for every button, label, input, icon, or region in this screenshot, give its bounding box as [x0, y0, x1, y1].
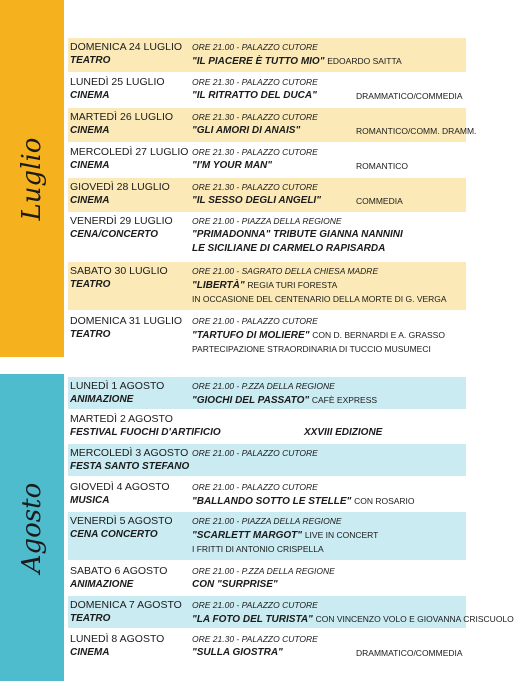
- event-venue: ORE 21.00 - PIAZZA DELLA REGIONE: [192, 516, 342, 526]
- event-col: [70, 279, 110, 291]
- event-col: [70, 613, 110, 625]
- month-label-august: Agosto: [17, 482, 47, 573]
- event-category: CENA/CONCERTO: [70, 229, 158, 240]
- event-date: DOMENICA 31 LUGLIO: [70, 315, 183, 327]
- event-venue: ORE 21.00 - PALAZZO CUTORE: [192, 482, 318, 492]
- event-venue: ORE 21.00 - PALAZZO CUTORE: [192, 316, 318, 326]
- event-col: [192, 647, 283, 659]
- event-col: [70, 55, 110, 67]
- event-row: [68, 108, 477, 142]
- event-col: [70, 599, 182, 612]
- event-col: [70, 76, 165, 89]
- event-col: [192, 146, 318, 159]
- event-col: [70, 215, 173, 228]
- event-title: "GLI AMORI DI ANAIS": [192, 125, 301, 136]
- event-genre: ROMANTICO: [356, 161, 408, 171]
- event-date: GIOVEDÌ 4 AGOSTO: [70, 481, 170, 493]
- event-col: [192, 481, 318, 494]
- event-row: [68, 410, 466, 442]
- event-title: "BALLANDO SOTTO LE STELLE": [192, 496, 352, 507]
- event-venue: ORE 21.00 - PALAZZO CUTORE: [192, 600, 318, 610]
- event-col: [192, 315, 318, 328]
- event-venue: ORE 21.00 - P.ZZA DELLA REGIONE: [192, 381, 335, 391]
- event-col: [70, 195, 109, 207]
- event-venue: ORE 21.00 - PALAZZO CUTORE: [192, 448, 318, 458]
- event-row: [68, 596, 514, 628]
- event-category: FESTA SANTO STEFANO: [70, 461, 190, 472]
- event-category: CINEMA: [70, 125, 110, 136]
- event-col: [192, 599, 318, 612]
- event-row: [68, 212, 466, 260]
- event-col: [192, 76, 318, 89]
- event-more-line: LE SICILIANE DI CARMELO RAPISARDA: [192, 243, 386, 254]
- event-row: [68, 512, 466, 560]
- event-category: FESTIVAL FUOCHI D'ARTIFICIO: [70, 427, 221, 438]
- event-category: CINEMA: [70, 647, 110, 658]
- event-title: XXVIII EDIZIONE: [304, 427, 383, 438]
- event-genre: ROMANTICO/COMM. DRAMM.: [356, 126, 477, 136]
- event-col: [356, 125, 476, 138]
- event-date: VENERDÌ 5 AGOSTO: [70, 515, 173, 527]
- event-col: [356, 160, 408, 173]
- event-col: [304, 427, 382, 439]
- event-col: [192, 111, 318, 124]
- event-venue: ORE 21.30 - PALAZZO CUTORE: [192, 147, 318, 157]
- event-col: [70, 146, 188, 159]
- event-col: [192, 160, 272, 172]
- event-col: [70, 329, 110, 341]
- event-extra: CON VINCENZO VOLO E GIOVANNA CRISCUOLO: [315, 614, 514, 624]
- event-row: [68, 444, 466, 476]
- event-col: [192, 125, 300, 137]
- event-col: [70, 41, 182, 54]
- event-col: [192, 495, 415, 508]
- event-row: [68, 262, 466, 310]
- event-col: [70, 481, 170, 494]
- event-genre: DRAMMATICO/COMMEDIA: [356, 648, 463, 658]
- event-col: [70, 111, 173, 124]
- event-col: [192, 181, 318, 194]
- event-extra: LIVE IN CONCERT: [304, 530, 379, 540]
- event-venue: ORE 21.00 - PALAZZO CUTORE: [192, 42, 318, 52]
- event-col: [70, 427, 221, 439]
- event-col: [70, 579, 133, 591]
- event-venue: ORE 21.30 - PALAZZO CUTORE: [192, 634, 318, 644]
- event-title: "I'M YOUR MAN": [192, 160, 273, 171]
- event-category: ANIMAZIONE: [70, 579, 134, 590]
- event-category: CINEMA: [70, 90, 110, 101]
- event-more-line: I FRITTI DI ANTONIO CRISPELLA: [192, 544, 324, 554]
- event-row: [68, 562, 466, 594]
- event-col: [192, 293, 447, 306]
- event-extra: EDOARDO SAITTA: [327, 56, 402, 66]
- event-date: SABATO 6 AGOSTO: [70, 565, 168, 577]
- event-col: [192, 515, 342, 528]
- event-col: [70, 515, 173, 528]
- event-col: [192, 529, 378, 542]
- event-venue: ORE 21.30 - PALAZZO CUTORE: [192, 77, 318, 87]
- event-col: [70, 529, 158, 541]
- event-row: [68, 478, 466, 510]
- event-col: [70, 380, 164, 393]
- event-col: [192, 41, 318, 54]
- event-venue: ORE 21.00 - P.ZZA DELLA REGIONE: [192, 566, 335, 576]
- event-more-line: IN OCCASIONE DEL CENTENARIO DELLA MORTE DI G. VERGA: [192, 294, 447, 304]
- event-col: [356, 90, 463, 103]
- event-row: [68, 143, 466, 177]
- event-title: "IL RITRATTO DEL DUCA": [192, 90, 317, 101]
- event-col: [192, 90, 317, 102]
- event-category: TEATRO: [70, 55, 111, 66]
- event-col: [70, 461, 189, 473]
- event-col: [70, 565, 167, 578]
- event-col: [70, 181, 170, 194]
- event-title: "IL PIACERE È TUTTO MIO": [192, 56, 325, 67]
- event-col: [356, 195, 403, 208]
- event-col: [192, 195, 321, 207]
- event-date: MARTEDÌ 2 AGOSTO: [70, 413, 173, 425]
- event-col: [70, 315, 182, 328]
- event-category: ANIMAZIONE: [70, 394, 134, 405]
- event-col: [356, 647, 463, 660]
- event-col: [70, 90, 109, 102]
- event-title: "GIOCHI DEL PASSATO": [192, 395, 310, 406]
- event-col: [70, 125, 109, 137]
- event-col: [192, 447, 318, 460]
- event-date: LUNEDÌ 1 AGOSTO: [70, 380, 165, 392]
- event-row: [68, 178, 466, 212]
- event-date: SABATO 30 LUGLIO: [70, 265, 168, 277]
- event-col: [70, 394, 133, 406]
- event-row: [68, 38, 466, 72]
- event-title: "PRIMADONNA" TRIBUTE GIANNA NANNINI: [192, 229, 403, 240]
- event-col: [70, 495, 109, 507]
- event-col: [192, 633, 318, 646]
- event-genre: DRAMMATICO/COMMEDIA: [356, 91, 463, 101]
- event-col: [70, 265, 168, 278]
- event-venue: ORE 21.30 - PALAZZO CUTORE: [192, 182, 318, 192]
- event-category: MUSICA: [70, 495, 110, 506]
- event-col: [70, 229, 158, 241]
- event-date: MERCOLEDÌ 3 AGOSTO: [70, 447, 189, 459]
- event-extra: CON D. BERNARDI E A. GRASSO: [312, 330, 445, 340]
- event-date: MERCOLEDÌ 27 LUGLIO: [70, 146, 189, 158]
- event-col: [70, 447, 188, 460]
- event-category: CINEMA: [70, 160, 110, 171]
- august-band: [0, 374, 64, 681]
- event-col: [192, 579, 278, 591]
- event-category: CENA CONCERTO: [70, 529, 158, 540]
- event-col: [192, 265, 378, 278]
- event-row: [68, 377, 466, 409]
- event-date: LUNEDÌ 25 LUGLIO: [70, 76, 165, 88]
- event-title: "IL SESSO DEGLI ANGELI": [192, 195, 321, 206]
- event-category: CINEMA: [70, 195, 110, 206]
- event-col: [192, 229, 403, 241]
- event-category: TEATRO: [70, 279, 111, 290]
- event-col: [192, 613, 514, 626]
- event-col: [70, 633, 164, 646]
- event-col: [192, 565, 335, 578]
- event-genre: COMMEDIA: [356, 196, 403, 206]
- event-row: [68, 312, 466, 360]
- event-extra: CON ROSARIO: [354, 496, 415, 506]
- event-row: [68, 630, 466, 664]
- event-extra: CAFÈ EXPRESS: [311, 395, 378, 405]
- event-col: [192, 55, 402, 68]
- event-more-line: PARTECIPAZIONE STRAORDINARIA DI TUCCIO MUSUMECI: [192, 344, 431, 354]
- event-title: "SCARLETT MARGOT": [192, 530, 303, 541]
- event-date: LUNEDÌ 8 AGOSTO: [70, 633, 165, 645]
- event-col: [192, 215, 342, 228]
- july-band: [0, 0, 64, 357]
- event-col: [192, 329, 445, 342]
- event-date: MARTEDÌ 26 LUGLIO: [70, 111, 174, 123]
- event-date: DOMENICA 7 AGOSTO: [70, 599, 182, 611]
- event-col: [192, 243, 385, 255]
- event-date: GIOVEDÌ 28 LUGLIO: [70, 181, 170, 193]
- event-extra: REGIA TURI FORESTA: [247, 280, 338, 290]
- event-title: "TARTUFO DI MOLIERE": [192, 330, 310, 341]
- event-col: [192, 279, 337, 292]
- event-row: [68, 73, 466, 107]
- event-category: TEATRO: [70, 613, 111, 624]
- event-venue: ORE 21.00 - SAGRATO DELLA CHIESA MADRE: [192, 266, 379, 276]
- event-col: [70, 647, 109, 659]
- event-col: [70, 160, 109, 172]
- event-col: [192, 380, 335, 393]
- event-title: CON "SURPRISE": [192, 579, 278, 590]
- event-col: [192, 394, 377, 407]
- event-venue: ORE 21.30 - PALAZZO CUTORE: [192, 112, 318, 122]
- event-title: "LA FOTO DEL TURISTA": [192, 614, 313, 625]
- event-venue: ORE 21.00 - PIAZZA DELLA REGIONE: [192, 216, 342, 226]
- event-date: DOMENICA 24 LUGLIO: [70, 41, 183, 53]
- event-col: [192, 543, 324, 556]
- event-col: [192, 343, 431, 356]
- event-category: TEATRO: [70, 329, 111, 340]
- event-title: "SULLA GIOSTRA": [192, 647, 283, 658]
- event-date: VENERDÌ 29 LUGLIO: [70, 215, 173, 227]
- event-title: "LIBERTÀ": [192, 280, 245, 291]
- event-col: [70, 413, 173, 426]
- month-label-july: Luglio: [17, 137, 47, 220]
